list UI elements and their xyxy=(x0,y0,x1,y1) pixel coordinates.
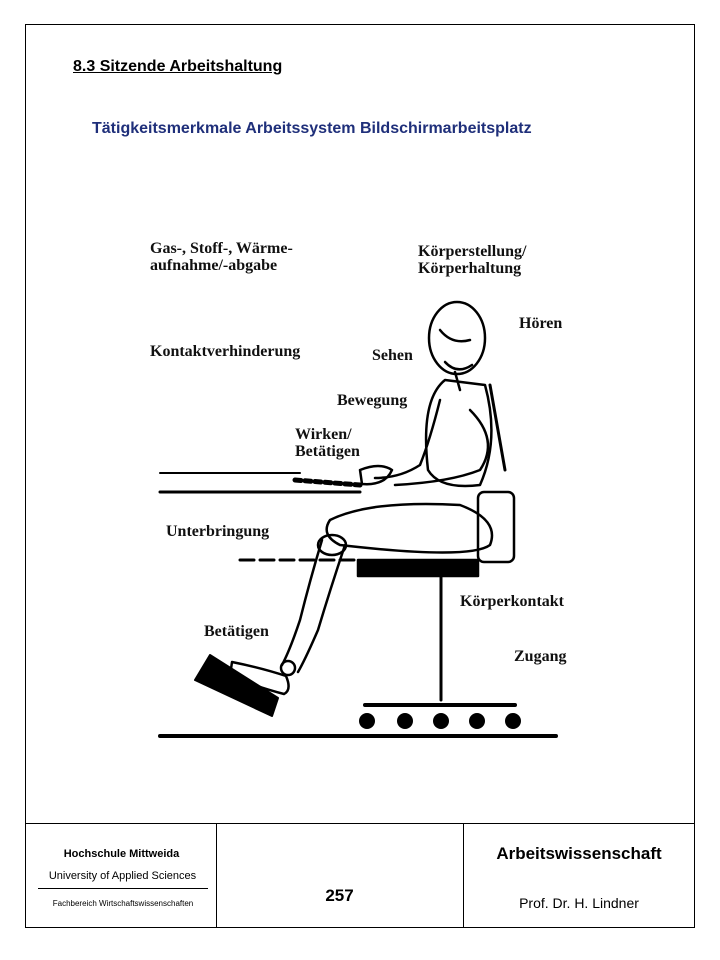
label-koerper-line1: Körperstellung/ xyxy=(418,243,527,260)
label-wirken-betaetigen xyxy=(295,426,360,460)
label-gas-line2: aufnahme/-abgabe xyxy=(150,257,278,274)
label-koerperkontakt: Körperkontakt xyxy=(460,593,564,610)
label-unterbringung: Unterbringung xyxy=(166,523,270,540)
school-name: Hochschule Mittweida xyxy=(63,848,180,860)
chair-wheels xyxy=(359,713,521,729)
thigh xyxy=(327,504,492,553)
professor-name: Prof. Dr. H. Lindner xyxy=(519,895,639,911)
keyboard xyxy=(295,480,360,485)
head xyxy=(429,302,485,374)
label-gas-stoff-waerme xyxy=(150,240,293,274)
page-subtitle: Tätigkeitsmerkmale Arbeitssystem Bildschirmarbeitsplatz xyxy=(92,120,532,137)
school-rule xyxy=(38,888,208,889)
label-koerperstellung xyxy=(418,243,526,277)
label-sehen: Sehen xyxy=(372,347,413,364)
footer-separator-right xyxy=(463,823,464,928)
label-gas-line1: Gas-, Stoff-, Wärme- xyxy=(150,240,293,257)
label-wirken-line1: Wirken/ xyxy=(295,426,352,443)
label-zugang: Zugang xyxy=(514,648,567,665)
footer-separator-left xyxy=(216,823,217,928)
label-kontaktverhinderung: Kontaktverhinderung xyxy=(150,343,301,360)
torso xyxy=(426,380,491,486)
label-wirken-line2: Betätigen xyxy=(295,443,360,460)
footer-divider xyxy=(25,823,695,824)
chair-back-cushion xyxy=(478,492,514,562)
school-name-english: University of Applied Sciences xyxy=(48,870,197,882)
label-koerper-line2: Körperhaltung xyxy=(418,260,522,277)
department-name: Fachbereich Wirtschaftswissenschaften xyxy=(52,899,194,908)
label-betaetigen: Betätigen xyxy=(204,623,269,640)
subject-title: Arbeitswissenschaft xyxy=(496,844,662,863)
section-title: 8.3 Sitzende Arbeitshaltung xyxy=(73,58,283,75)
chair-seat xyxy=(358,560,478,576)
label-hoeren: Hören xyxy=(519,315,563,332)
label-bewegung: Bewegung xyxy=(337,392,408,409)
page-number: 257 xyxy=(325,886,354,905)
